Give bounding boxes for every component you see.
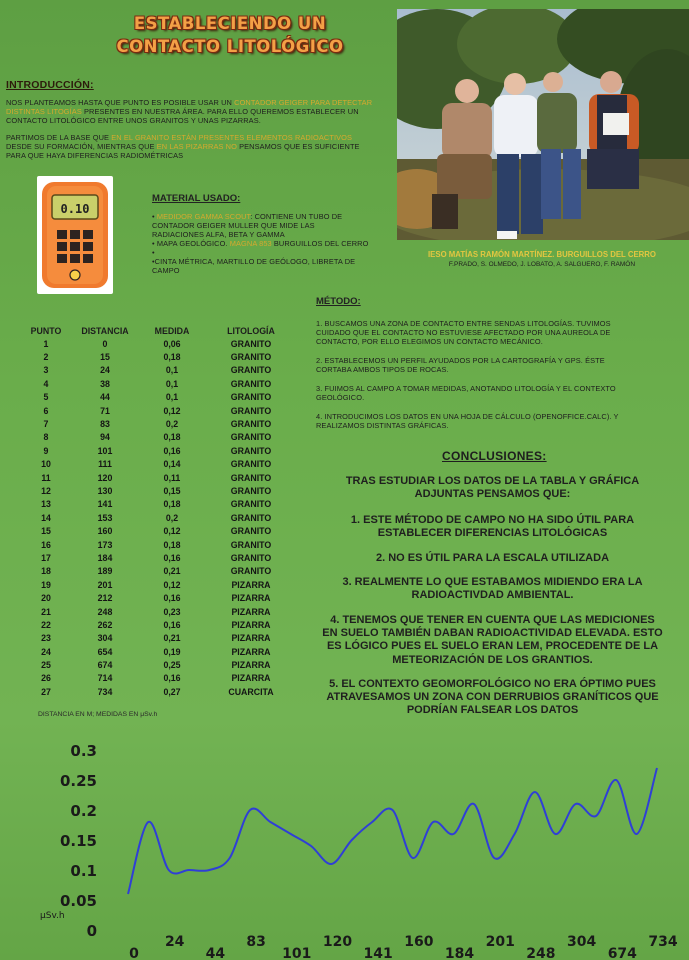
- table-cell: 674: [97, 660, 113, 671]
- table-cell: 0,18: [163, 352, 181, 363]
- conclusiones-heading: CONCLUSIONES:: [442, 449, 547, 463]
- table-row: [20, 591, 296, 604]
- conclusion-line: 3. REALMENTE LO QUE ESTABAMOS MIDIENDO ERA LA: [342, 576, 643, 588]
- x-tick-label: 83: [246, 934, 266, 950]
- material-item: [152, 266, 382, 275]
- text-segment: •: [152, 248, 155, 257]
- chart-units-note: DISTANCIA EN M; MEDIDAS EN μSv.h: [38, 711, 158, 718]
- table-cell: 0,16: [163, 552, 181, 563]
- table-cell: 5: [43, 392, 49, 403]
- title-line-2: CONTACTO LITOLÓGICO: [116, 37, 344, 56]
- x-tick-label: 674: [607, 946, 637, 960]
- table-cell: 8: [43, 432, 49, 443]
- table-cell: GRANITO: [230, 459, 272, 470]
- table-row: [20, 498, 296, 511]
- table-cell: 38: [100, 378, 110, 389]
- highlight-text: MAGNA 853: [229, 239, 272, 248]
- table-cell: 17: [41, 552, 51, 563]
- table-cell: 0,1: [165, 365, 179, 376]
- conclusion-line: 4. TENEMOS QUE TENER EN CUENTA QUE LAS MEDICIONES: [330, 614, 655, 626]
- table-cell: GRANITO: [230, 378, 272, 389]
- conclusion-paragraph: [305, 514, 680, 540]
- table-cell: 71: [100, 405, 110, 416]
- table-cell: GRANITO: [230, 566, 272, 577]
- table-cell: 27: [41, 686, 51, 697]
- metodo-line: CONTACTO, POR ELLO ELEGIMOS UN CONTACTO MECÁNICO.: [316, 337, 543, 346]
- table-cell: 130: [97, 485, 113, 496]
- text-segment: PRESENTES EN NUESTRA ÁREA. PARA ELLO QUEREMOS ESTABLECER UN: [81, 107, 359, 116]
- table-row: [20, 538, 296, 551]
- table-cell: CUARCITA: [228, 686, 274, 697]
- metodo-step: [316, 384, 681, 402]
- table-row: [20, 377, 296, 390]
- table-cell: 0,12: [163, 526, 181, 537]
- table-cell: 120: [97, 472, 113, 483]
- table-cell: GRANITO: [230, 472, 272, 483]
- table-row: [20, 672, 296, 685]
- table-row: [20, 404, 296, 417]
- y-tick-label: 0.3: [70, 742, 97, 760]
- highlight-text: DISTINTAS LITOGÍAS: [6, 107, 82, 116]
- table-cell: 18: [41, 566, 51, 577]
- table-cell: 94: [100, 432, 110, 443]
- highlight-text: EN LAS PIZARRAS NO: [156, 142, 237, 151]
- table-cell: 160: [97, 526, 113, 537]
- table-cell: GRANITO: [230, 512, 272, 523]
- conclusion-paragraph: [305, 576, 680, 602]
- table-cell: 83: [100, 419, 110, 430]
- table-row: [20, 605, 296, 618]
- table-cell: 24: [100, 365, 110, 376]
- table-cell: GRANITO: [230, 405, 272, 416]
- table-cell: PIZARRA: [231, 660, 271, 671]
- table-cell: 22: [41, 619, 51, 630]
- table-cell: 714: [97, 673, 113, 684]
- table-cell: 0,23: [163, 606, 181, 617]
- text-segment: CONTADOR GEIGER MULLER QUE MIDE LAS: [152, 221, 315, 230]
- metodo-steps: [316, 319, 681, 440]
- table-cell: PIZARRA: [231, 593, 271, 604]
- poster-title: [70, 12, 390, 58]
- metodo-line: CORTABA AMBOS TIPOS DE ROCAS.: [316, 365, 449, 374]
- x-tick-label: 304: [566, 934, 597, 950]
- x-tick-label: 184: [444, 946, 475, 960]
- table-cell: 0,1: [165, 392, 179, 403]
- conclusion-paragraph: [305, 475, 680, 501]
- table-row: [20, 444, 296, 457]
- photo-authors: F.PRADO, S. OLMEDO, J. LOBATO, A. SALGUERO, F. RAMÓN: [448, 261, 636, 268]
- table-cell: 0,06: [163, 338, 181, 349]
- table-cell: 7: [43, 419, 49, 430]
- material-list: [152, 212, 382, 275]
- photo-caption: IESO MATÍAS RAMÓN MARTÍNEZ. BURGUILLOS DEL CERRO: [428, 250, 656, 259]
- y-tick-label: 0.25: [59, 772, 97, 790]
- table-cell: 15: [100, 352, 110, 363]
- team-photo: [397, 9, 689, 240]
- y-axis-label: μSv.h: [40, 911, 65, 921]
- table-cell: 21: [41, 606, 51, 617]
- y-tick-label: 0.1: [70, 862, 97, 880]
- conclusion-paragraph: [305, 678, 680, 718]
- table-cell: 0: [102, 338, 108, 349]
- material-item: [152, 212, 382, 221]
- table-row: [20, 364, 296, 377]
- x-tick-label: 160: [404, 934, 434, 950]
- table-cell: 26: [41, 673, 51, 684]
- table-cell: 11: [41, 472, 51, 483]
- table-cell: 0,16: [163, 593, 181, 604]
- table-cell: 10: [41, 459, 51, 470]
- conclusion-line: 5. EL CONTEXTO GEOMORFOLÓGICO NO ERA ÓPTIMO PUES: [329, 678, 656, 690]
- table-header-cell: DISTANCIA: [81, 325, 129, 336]
- table-row: [20, 551, 296, 564]
- table-row: [20, 484, 296, 497]
- table-row: [20, 565, 296, 578]
- x-tick-label: 141: [363, 946, 393, 960]
- title-line-1: ESTABLECIENDO UN: [133, 14, 327, 33]
- table-cell: GRANITO: [230, 539, 272, 550]
- table-cell: 304: [97, 633, 113, 644]
- intro-paragraph-1: [6, 98, 391, 125]
- table-cell: 1: [43, 338, 49, 349]
- table-cell: 20: [41, 593, 51, 604]
- table-cell: 0,27: [163, 686, 181, 697]
- table-cell: 0,16: [163, 445, 181, 456]
- table-cell: 6: [43, 405, 49, 416]
- table-cell: 0,15: [163, 485, 181, 496]
- table-cell: 212: [97, 593, 113, 604]
- table-row: [20, 417, 296, 430]
- table-cell: 0,25: [163, 660, 181, 671]
- table-row: [20, 337, 296, 350]
- conclusion-paragraph: [305, 552, 680, 565]
- table-row: [20, 511, 296, 524]
- conclusion-line: PODRÍAN FALSEAR LOS DATOS: [406, 704, 579, 717]
- text-segment: DESDE SU FORMACIÓN, MIENTRAS QUE: [6, 142, 157, 151]
- table-cell: GRANITO: [230, 352, 272, 363]
- x-tick-label: 120: [322, 934, 353, 950]
- table-cell: 0,19: [163, 646, 181, 657]
- table-cell: 173: [97, 539, 113, 550]
- material-heading: MATERIAL USADO:: [152, 193, 241, 204]
- text-segment: PARTIMOS DE LA BASE QUE: [6, 133, 112, 142]
- table-cell: GRANITO: [230, 338, 272, 349]
- table-row: [20, 431, 296, 444]
- table-cell: PIZARRA: [231, 579, 271, 590]
- conclusion-line: 1. ESTE MÉTODO DE CAMPO NO HA SIDO ÚTIL PARA: [350, 514, 635, 526]
- table-cell: PIZARRA: [231, 606, 271, 617]
- table-row: [20, 524, 296, 537]
- table-cell: 201: [97, 579, 113, 590]
- table-header-cell: MEDIDA: [154, 325, 190, 336]
- table-cell: 2: [43, 352, 49, 363]
- table-cell: 153: [97, 512, 113, 523]
- text-segment: CONTACTO LITOLÓGICO ENTRE UNOS GRANITOS Y UNAS PIZARRAS.: [6, 116, 261, 125]
- table-cell: 101: [97, 445, 113, 456]
- table-row: [20, 471, 296, 484]
- table-cell: 0,18: [163, 499, 181, 510]
- table-cell: 15: [41, 526, 51, 537]
- table-cell: 0,1: [165, 378, 179, 389]
- metodo-line: CUIDADO QUE EL CONTACTO NO ESTUVIESE AFECTADO POR UNA AUREOLA DE: [316, 328, 611, 337]
- text-segment: PARA QUE HAYA DIFERENCIAS RADIOMÉTRICAS: [6, 151, 184, 160]
- table-cell: 0,16: [163, 619, 181, 630]
- table-cell: GRANITO: [230, 552, 272, 563]
- text-segment: PENSAMOS QUE ES SUFICIENTE: [236, 142, 360, 151]
- text-segment: RADIACIONES ALFA, BETA Y GAMMA: [152, 230, 285, 239]
- table-cell: 734: [97, 686, 113, 697]
- conclusion-line: 2. NO ES ÚTIL PARA LA ESCALA UTILIZADA: [375, 552, 610, 564]
- table-cell: 4: [43, 378, 49, 389]
- table-cell: PIZARRA: [231, 619, 271, 630]
- material-item: [152, 230, 382, 239]
- material-item: [152, 221, 382, 230]
- conclusion-line: EN SUELO TAMBIÉN DABAN RADIOACTIVIDAD ELEVADA. ESTO: [322, 627, 663, 640]
- conclusion-line: ES LÓGICO PUES EL SUELO ERAN LEM, PROCEDENTE DE LA: [326, 640, 659, 653]
- table-cell: GRANITO: [230, 499, 272, 510]
- table-cell: 0,21: [163, 633, 181, 644]
- text-segment: NOS PLANTEAMOS HASTA QUE PUNTO ES POSIBLE USAR UN: [6, 98, 235, 107]
- table-row: [20, 350, 296, 363]
- table-cell: 654: [97, 646, 113, 657]
- metodo-line: 4. INTRODUCIMOS LOS DATOS EN UNA HOJA DE CÁLCULO (OPENOFFICE.CALC). Y: [316, 412, 619, 421]
- table-cell: 13: [41, 499, 51, 510]
- y-tick-label: 0.2: [70, 802, 97, 820]
- text-segment: •: [152, 212, 157, 221]
- table-cell: 262: [97, 619, 113, 630]
- table-cell: GRANITO: [230, 365, 272, 376]
- table-cell: 248: [97, 606, 113, 617]
- metodo-line: 2. ESTABLECEMOS UN PERFIL AYUDADOS POR LA CARTOGRAFÍA Y GPS. ÉSTE: [316, 356, 605, 365]
- x-tick-label: 201: [485, 934, 515, 950]
- table-cell: 0,2: [165, 419, 179, 430]
- table-cell: PIZARRA: [231, 633, 271, 644]
- text-segment: : CONTIENE UN TUBO DE: [250, 212, 343, 221]
- metodo-step: [316, 412, 681, 430]
- table-cell: 0,12: [163, 405, 181, 416]
- highlight-text: EN EL GRANITO ESTÁN PRESENTES ELEMENTOS RADIOACTIVOS: [111, 133, 353, 142]
- table-cell: 111: [98, 459, 112, 470]
- material-item: [152, 257, 382, 266]
- conclusion-line: METEORIZACIÓN DE LOS GRANTIOS.: [392, 653, 593, 666]
- table-cell: 3: [43, 365, 49, 376]
- y-tick-label: 0.05: [59, 892, 97, 910]
- conclusion-line: ATRAVESAMOS UN ZONA CON DERRUBIOS GRANÍTICOS QUE: [326, 691, 659, 704]
- material-item: [152, 248, 382, 257]
- table-cell: 184: [97, 552, 113, 563]
- table-cell: 0,16: [163, 673, 181, 684]
- table-cell: GRANITO: [230, 419, 272, 430]
- table-header-row: [20, 324, 296, 337]
- x-tick-label: 248: [526, 946, 556, 960]
- conclusion-line: ADJUNTAS PENSAMOS QUE:: [414, 488, 571, 501]
- metodo-heading: MÉTODO:: [316, 296, 361, 307]
- text-segment: • MAPA GEOLÓGICO.: [152, 239, 230, 248]
- table-cell: GRANITO: [230, 526, 272, 537]
- conclusion-line: RADIOACTIVDAD AMBIENTAL.: [411, 589, 574, 602]
- highlight-text: MEDIDOR GAMMA SCOUT: [156, 212, 251, 221]
- metodo-step: [316, 319, 681, 346]
- table-cell: 24: [41, 646, 51, 657]
- conclusion-line: TRAS ESTUDIAR LOS DATOS DE LA TABLA Y GRÁFICA: [345, 475, 640, 487]
- measurements-table: [20, 324, 296, 699]
- table-row: [20, 578, 296, 591]
- x-tick-label: 734: [648, 934, 678, 950]
- table-cell: 0,2: [165, 512, 179, 523]
- intro-paragraph-2: [6, 133, 391, 160]
- text-segment: BURGUILLOS DEL CERRO: [271, 239, 369, 248]
- radiation-line-chart: [0, 725, 689, 960]
- gamma-scout-image: [37, 176, 113, 294]
- table-cell: 0,21: [163, 566, 181, 577]
- table-cell: 44: [100, 392, 110, 403]
- table-cell: 0,12: [163, 579, 181, 590]
- table-row: [20, 685, 296, 698]
- table-cell: 14: [41, 512, 51, 523]
- table-cell: 23: [41, 633, 51, 644]
- table-cell: GRANITO: [230, 445, 272, 456]
- table-cell: PIZARRA: [231, 646, 271, 657]
- highlight-text: CONTADOR GEIGER PARA DETECTAR: [234, 98, 373, 107]
- metodo-line: REALIZAMOS DISTINTAS GRÁFICAS.: [316, 421, 449, 430]
- table-row: [20, 632, 296, 645]
- table-cell: GRANITO: [230, 432, 272, 443]
- material-item: [152, 239, 382, 248]
- table-cell: 25: [41, 660, 51, 671]
- conclusion-line: ESTABLECER DIFERENCIAS LITOLÓGICAS: [377, 527, 608, 540]
- metodo-line: GEOLÓGICO.: [316, 393, 365, 402]
- table-cell: 16: [41, 539, 51, 550]
- metodo-line: 1. BUSCAMOS UNA ZONA DE CONTACTO ENTRE SENDAS LITOLOGÍAS. TUVIMOS: [316, 319, 611, 328]
- table-row: [20, 658, 296, 671]
- table-cell: GRANITO: [230, 485, 272, 496]
- table-cell: 19: [41, 579, 51, 590]
- table-cell: 189: [97, 566, 113, 577]
- table-row: [20, 618, 296, 631]
- metodo-line: 3. FUIMOS AL CAMPO A TOMAR MEDIDAS, ANOTANDO LITOLOGÍA Y EL CONTEXTO: [316, 384, 616, 393]
- x-tick-label: 24: [164, 934, 185, 950]
- conclusion-paragraph: [305, 614, 680, 667]
- table-cell: 0,18: [163, 432, 181, 443]
- table-cell: PIZARRA: [231, 673, 271, 684]
- table-row: [20, 458, 296, 471]
- y-tick-label: 0.15: [59, 832, 97, 850]
- table-row: [20, 391, 296, 404]
- table-cell: 141: [97, 499, 113, 510]
- intro-heading: INTRODUCCIÓN:: [6, 79, 94, 91]
- table-cell: 0,14: [163, 459, 181, 470]
- series-line: [128, 768, 657, 894]
- table-body: [20, 337, 296, 699]
- device-display: 0.10: [60, 202, 90, 216]
- text-segment: •CINTA MÉTRICA, MARTILLO DE GEÓLOGO, LIBRETA DE: [152, 257, 356, 266]
- table-row: [20, 645, 296, 658]
- text-segment: CAMPO: [152, 266, 180, 275]
- table-header-cell: LITOLOGÍA: [227, 325, 275, 336]
- table-cell: GRANITO: [230, 392, 272, 403]
- x-tick-label: 44: [205, 946, 226, 960]
- table-cell: 9: [43, 445, 49, 456]
- x-tick-label: 101: [282, 946, 312, 960]
- y-tick-label: 0: [86, 922, 97, 940]
- table-header-cell: PUNTO: [30, 325, 62, 336]
- x-tick-label: 0: [129, 946, 139, 960]
- table-cell: 0,11: [163, 472, 181, 483]
- metodo-step: [316, 356, 681, 374]
- table-cell: 0,18: [163, 539, 181, 550]
- table-cell: 12: [41, 485, 51, 496]
